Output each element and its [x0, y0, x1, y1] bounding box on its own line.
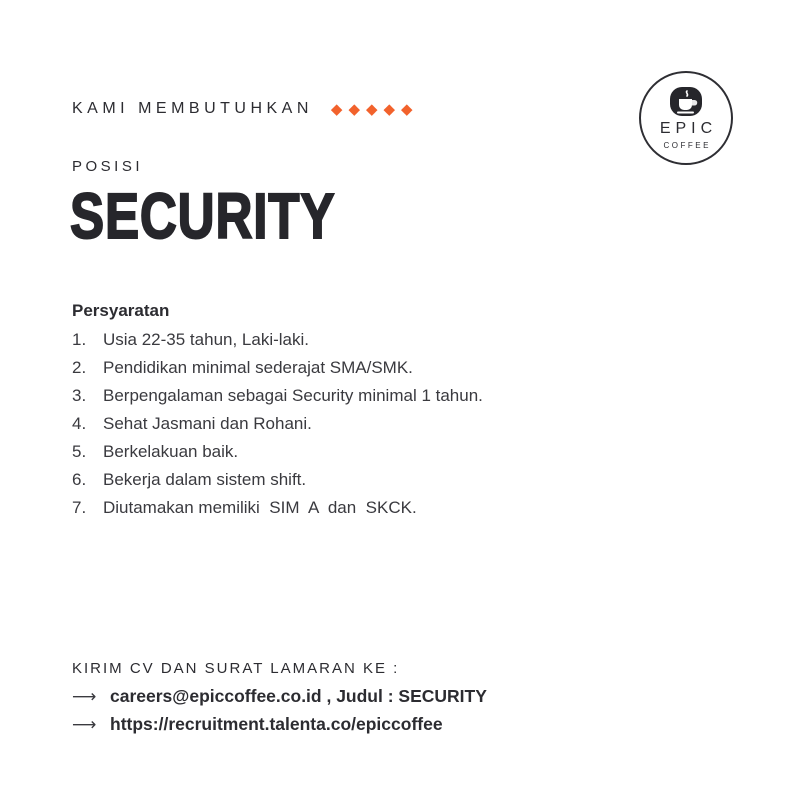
requirement-item — [72, 414, 552, 442]
contact-email-text: careers@epiccoffee.co.id , Judul : SECURITY — [110, 686, 487, 706]
requirement-item — [72, 386, 552, 414]
requirement-number: 2. — [72, 358, 87, 377]
requirement-number: 6. — [72, 470, 87, 489]
position-title: SECURITY — [70, 180, 336, 252]
long-arrow-icon: ⟶ — [72, 715, 97, 735]
position-label: POSISI — [72, 158, 144, 175]
requirement-number: 3. — [72, 386, 87, 405]
requirement-text: Diutamakan memiliki SIM A dan SKCK. — [103, 498, 417, 517]
logo-subname: COFFEE — [663, 140, 711, 150]
requirement-number: 5. — [72, 442, 87, 461]
contact-email-line — [72, 686, 487, 707]
requirement-text: Pendidikan minimal sederajat SMA/SMK. — [103, 358, 413, 377]
coffee-cup-icon — [669, 87, 703, 117]
requirement-item — [72, 330, 552, 358]
requirements-heading: Persyaratan — [72, 301, 170, 320]
epic-coffee-logo — [639, 71, 733, 165]
long-arrow-icon: ⟶ — [72, 687, 97, 707]
requirement-number: 4. — [72, 414, 87, 433]
tagline-text: KAMI MEMBUTUHKAN — [72, 100, 313, 117]
requirement-number: 7. — [72, 498, 87, 517]
requirement-text: Berpengalaman sebagai Security minimal 1 tahun. — [103, 386, 483, 405]
logo-name: EPIC — [659, 119, 718, 137]
contact-url-text: https://recruitment.talenta.co/epiccoffee — [110, 714, 443, 734]
requirement-text: Bekerja dalam sistem shift. — [103, 470, 307, 489]
diamond-icons: ◆◆◆◆◆ — [330, 100, 419, 118]
tagline-row — [72, 100, 419, 118]
requirement-item — [72, 442, 552, 470]
requirement-text: Usia 22-35 tahun, Laki-laki. — [103, 330, 310, 349]
requirements-list — [72, 330, 552, 526]
requirement-number: 1. — [72, 330, 87, 349]
requirement-text: Berkelakuan baik. — [103, 442, 239, 461]
requirement-item — [72, 358, 552, 386]
requirement-item — [72, 470, 552, 498]
requirement-text: Sehat Jasmani dan Rohani. — [103, 414, 312, 433]
contact-heading: KIRIM CV DAN SURAT LAMARAN KE : — [72, 660, 400, 677]
requirement-item — [72, 498, 552, 526]
contact-url-line — [72, 714, 443, 735]
